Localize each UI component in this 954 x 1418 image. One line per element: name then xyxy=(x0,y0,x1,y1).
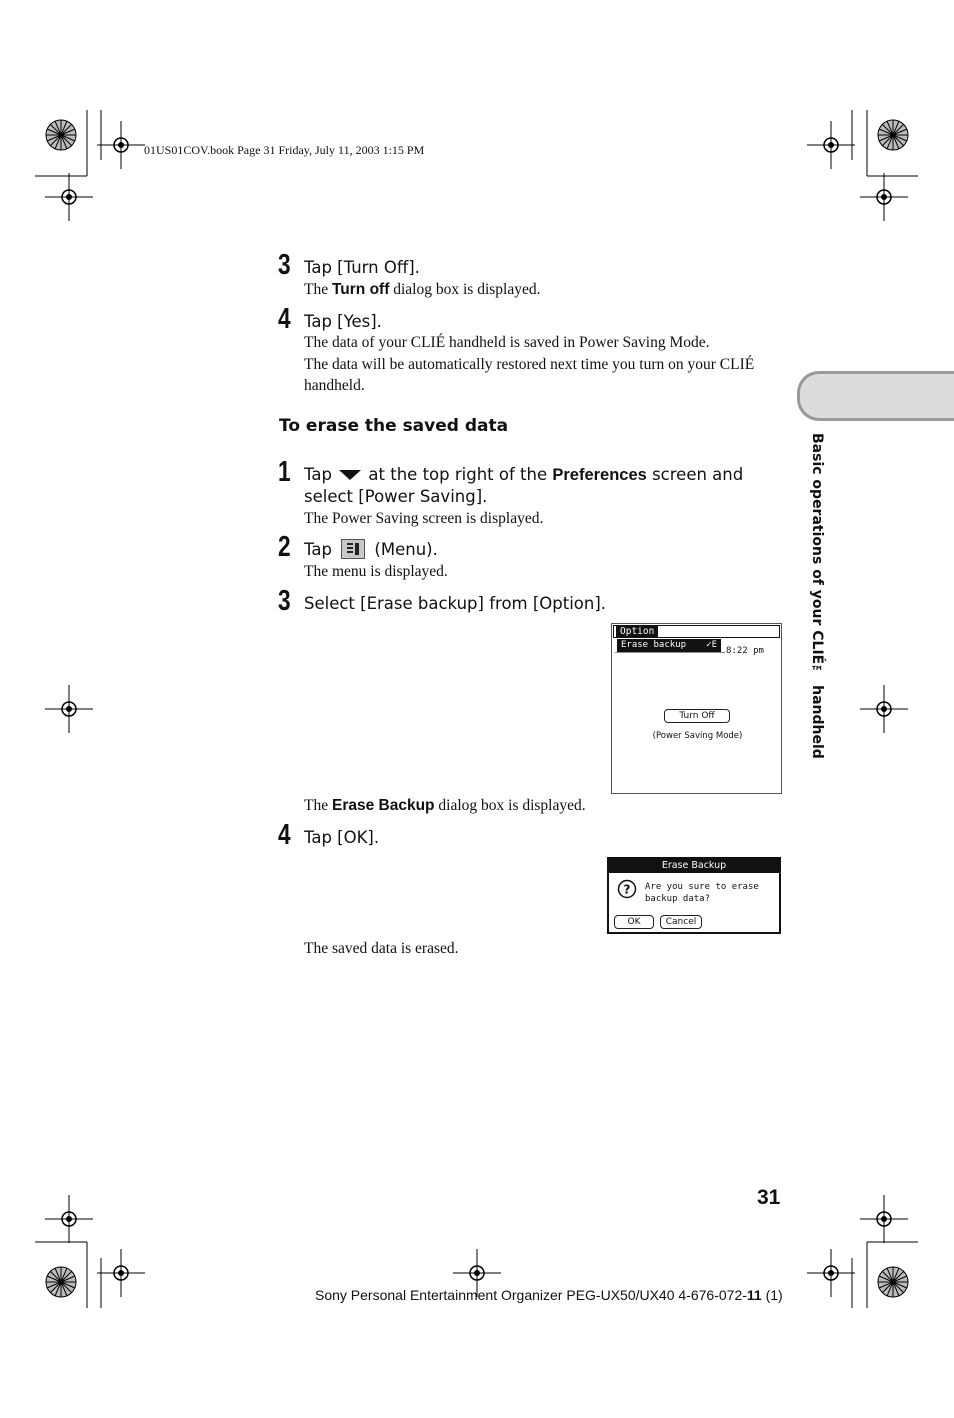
question-icon xyxy=(617,879,637,899)
step-instruction: Tap at the top right of the Preferences screen and xyxy=(304,465,744,484)
menu-item-erase-backup xyxy=(617,639,721,652)
step-instruction-line2: select [Power Saving]. xyxy=(304,487,488,506)
step-instruction: Tap [Turn Off]. xyxy=(304,258,420,277)
menu-bar xyxy=(613,625,780,638)
menu-title-option: Option xyxy=(616,626,658,637)
dialog-message-line: Are you sure to erase xyxy=(645,882,759,892)
step-number: 4 xyxy=(278,819,291,851)
step-note-line: The data of your CLIÉ handheld is saved in Power Saving Mode. xyxy=(304,334,710,351)
ok-button: OK xyxy=(614,915,654,929)
menu-shortcut: ✓E xyxy=(706,640,717,650)
chapter-side-title: Basic operations of your CLIÉ™ handheld xyxy=(809,433,825,759)
dialog-message xyxy=(645,881,759,905)
step-number: 3 xyxy=(278,585,291,617)
erase-backup-dialog-screenshot xyxy=(607,857,781,934)
step-number: 3 xyxy=(278,249,291,281)
section-heading: To erase the saved data xyxy=(279,416,509,436)
svg-text:?: ? xyxy=(623,882,631,897)
footer-line: Sony Personal Entertainment Organizer PEG-UX50/UX40 4-676-072-11 (1) xyxy=(315,1287,783,1303)
power-saving-caption: (Power Saving Mode) xyxy=(652,731,743,741)
step-note: The Turn off dialog box is displayed. xyxy=(304,281,541,298)
step-instruction: Tap (Menu). xyxy=(304,540,438,559)
step-note-line: handheld. xyxy=(304,377,365,394)
step-instruction: Tap [Yes]. xyxy=(304,312,382,331)
step-number: 4 xyxy=(278,303,291,335)
step-note-line: The data will be automatically restored next time you turn on your CLIÉ xyxy=(304,356,755,373)
step-instruction: Tap [OK]. xyxy=(304,828,380,847)
option-menu-screenshot xyxy=(611,623,782,794)
menu-item-label: Erase backup xyxy=(621,640,687,650)
cancel-button: Cancel xyxy=(660,915,702,929)
book-header-line: 01US01COV.book Page 31 Friday, July 11, 2003 1:15 PM xyxy=(144,143,425,157)
last-operation-time: 8:22 pm xyxy=(726,646,764,656)
step-note: The menu is displayed. xyxy=(304,563,448,580)
menu-shadow xyxy=(615,652,725,653)
step-note: The Erase Backup dialog box is displayed. xyxy=(304,797,586,814)
page-number: 31 xyxy=(757,1186,781,1209)
chapter-tab xyxy=(797,371,954,421)
turn-off-button: Turn Off xyxy=(664,709,730,723)
dialog-title: Erase Backup xyxy=(609,859,779,873)
step-note: The saved data is erased. xyxy=(304,940,459,957)
menu-icon xyxy=(341,539,365,559)
step-number: 2 xyxy=(278,531,291,563)
step-note: The Power Saving screen is displayed. xyxy=(304,510,544,527)
dialog-message-line: backup data? xyxy=(645,894,711,904)
step-number: 1 xyxy=(278,456,291,488)
step-instruction: Select [Erase backup] from [Option]. xyxy=(304,594,607,613)
dropdown-arrow-icon xyxy=(337,467,363,481)
